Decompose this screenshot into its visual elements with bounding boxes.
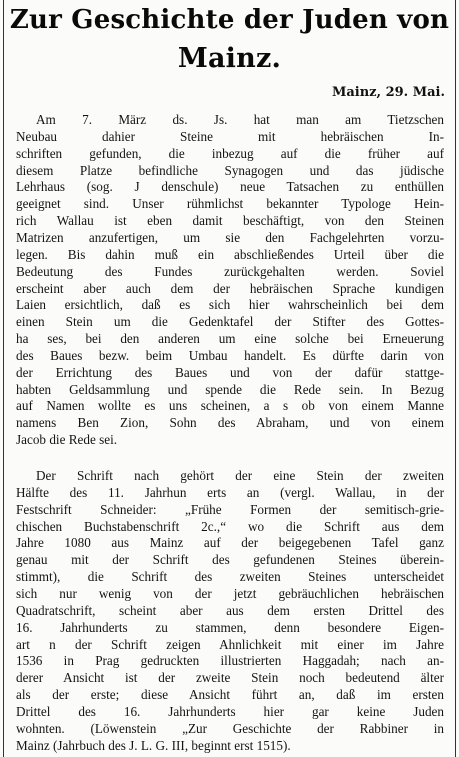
paragraph-1-line: Jacob die Rede sei. <box>16 432 118 448</box>
paragraph-1-line: des Baues bezw. beim Umbau handelt. Es dürfte darin von <box>16 347 444 363</box>
right-column-rule <box>455 0 456 757</box>
paragraph-1-line: einen Stein um die Gedenktafel der Stifter des Gottes- <box>16 314 444 330</box>
headline-line-1: Zur Geschichte der Juden von <box>9 5 450 35</box>
paragraph-1-line: Laien ersichtlich, daß es sich hier wahrscheinlich bei dem <box>16 297 444 313</box>
paragraph-1-line: Am 7. März ds. Js. hat man am Tietzschen <box>36 112 444 127</box>
paragraph-2-line: Jahre 1080 aus Mainz auf der beigegebenen Tafel ganz <box>16 535 444 551</box>
paragraph-2-line: Der Schrift nach gehört der eine Stein der zweiten <box>36 468 444 483</box>
paragraph-2-line: Quadratschrift, scheint aber aus dem ersten Drittel des <box>16 602 444 618</box>
paragraph-2-line: als der erste; diese Ansicht führt an, daß im ersten <box>16 687 444 703</box>
paragraph-1-line: Neubau dahier Steine mit hebräischen In- <box>16 128 444 144</box>
paragraph-1-line: namens Ben Zion, Sohn des Abraham, und von einem <box>16 415 444 431</box>
paragraph-2-line: genau mit der Schrift des gefundenen Steines überein- <box>16 552 444 568</box>
paragraph-2-line: 1536 in Prag gedruckten illustrierten Haggadah; nach an- <box>16 653 444 669</box>
paragraph-2-line: stimmt), die Schrift des zweiten Steines unterscheidet <box>16 569 444 585</box>
paragraph-1-line: Bedeutung des Fundes zurückgehalten werden. Soviel <box>16 263 444 279</box>
paragraph-1-line: Matrizen anzufertigen, um sie den Fachgelehrten vorzu- <box>16 229 444 245</box>
paragraph-1-line: geeignet sind. Unser rühmlichst bekannter Typologe Hein- <box>16 196 444 212</box>
paragraph-2-line: chischen Buchstabenschrift 2c.,“ wo die Schrift aus dem <box>16 518 444 534</box>
paragraph-2-line: sich nur wenig von der jetzt gebräuchlichen hebräischen <box>16 585 444 601</box>
paragraph-2-line: Hälfte des 11. Jahrhun erts an (vergl. Wallau, in der <box>16 484 444 500</box>
paragraph-1-line: erscheint aber auch dem der hebräischen Sprache kundigen <box>16 280 444 296</box>
paragraph-1-line: schriften gefunden, die inbezug auf die früher auf <box>16 145 444 161</box>
paragraph-2-line: 16. Jahrhunderts zu stammen, denn besondere Eigen- <box>16 619 444 635</box>
paragraph-2-line: art n der Schrift zeigen Ahnlichkeit mit einer im Jahre <box>16 636 444 652</box>
paragraph-2-line: Drittel des 16. Jahrhunderts hier gar keine Juden <box>16 703 444 719</box>
paragraph-2-line: wohnten. (Löwenstein „Zur Geschichte der Rabbiner in <box>16 720 444 736</box>
paragraph-1-line: Lehrhaus (sog. J denschule) neue Tatsachen zu enthüllen <box>16 179 444 195</box>
dateline: Mainz, 29. Mai. <box>331 85 445 100</box>
paragraph-2-line: derer Ansicht ist der zweite Stein noch bedeutend älter <box>16 670 444 686</box>
paragraph-1-line: ha ses, bei den anderen um eine solche bei Erneuerung <box>16 331 444 347</box>
paragraph-2-line: Festschrift Schneider: „Frühe Formen der semitisch-grie- <box>16 501 444 517</box>
paragraph-1-line: der Errichtung des Baues und von der dafür stattge- <box>16 364 444 380</box>
paragraph-1-line: rich Wallau ist eben damit beschäftigt, von den Steinen <box>16 213 444 229</box>
paragraph-1-line: legen. Bis dahin muß ein abschließendes Urteil über die <box>16 246 444 262</box>
paragraph-1-line: auf Namen wollte es uns scheinen, a s ob von einem Manne <box>16 398 444 414</box>
paragraph-1-line: habten Geldsammlung und spende die Rede sein. In Bezug <box>16 381 444 397</box>
paragraph-1-line: diesem Platze befindliche Synagogen und das jüdische <box>16 162 444 178</box>
paragraph-2-line: Mainz (Jahrbuch des J. L. G. III, beginnt erst 1515). <box>16 737 291 753</box>
left-column-rule <box>3 0 4 757</box>
headline-line-2: Mainz. <box>177 43 282 74</box>
